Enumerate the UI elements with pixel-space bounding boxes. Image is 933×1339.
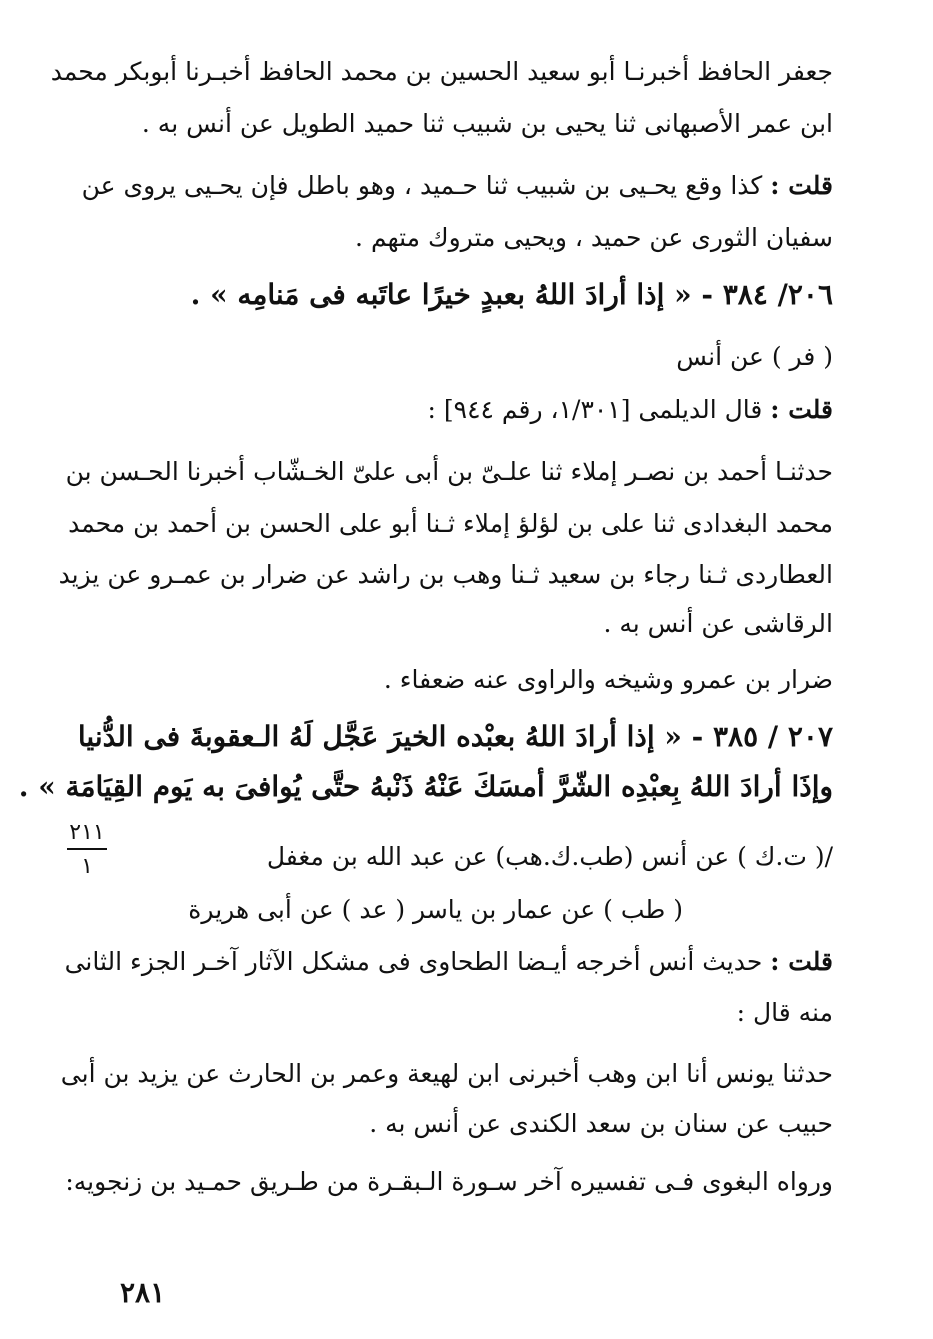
margin-note-bottom: ١ <box>81 854 93 879</box>
hadith-line: ٢٠٧ / ٣٨٥ - « إذا أرادَ اللهُ بعبْده الخيرَ عَجَّل لَهُ الـعقوبةَ فى الدُّنيا <box>77 720 833 753</box>
source-line: ( طب ) عن عمار بن ياسر ( عد ) عن أبى هريرة <box>188 895 683 924</box>
text-line: العطاردى ثـنا رجاء بن سعيد ثـنا وهب بن راشد عن ضرار بن عمـرو عن يزيد <box>58 560 833 589</box>
text-line: سفيان الثورى عن حميد ، ويحيى متروك متهم . <box>355 223 833 252</box>
margin-note-rule <box>67 848 107 850</box>
margin-note-top: ٢١١ <box>69 820 105 845</box>
source-line: /( ت.ك ) عن أنس (طب.ك.هب) عن عبد الله بن مغفل <box>266 842 833 871</box>
qult-label: قلت : <box>770 171 833 200</box>
text-line: منه قال : <box>736 998 833 1027</box>
text-line: ابن عمر الأصبهانى ثنا يحيى بن شبيب ثنا حميد الطويل عن أنس به . <box>141 109 833 138</box>
source-line: ( فر ) عن أنس <box>676 342 833 371</box>
qult-label: قلت : <box>770 947 833 976</box>
page-number: ٢٨١ <box>120 1276 166 1309</box>
text-line: الرقاشى عن أنس به . <box>603 609 833 638</box>
text-line: قلت : حديث أنس أخرجه أيـضا الطحاوى فى مشكل الآثار آخـر الجزء الثانى <box>64 947 833 976</box>
margin-note <box>62 820 112 880</box>
text-line: محمد البغدادى ثنا على بن لؤلؤ إملاء ثـنا أبو على الحسن بن أحمد بن محمد <box>68 509 833 538</box>
hadith-line: ٢٠٦/ ٣٨٤ - « إذا أرادَ اللهُ بعبدٍ خيرًا عاتَبه فى مَنامِه » . <box>190 278 833 311</box>
text-line: حدثنـا أحمد بن نصـر إملاء ثنا علـىّ بن أبى علىّ الخـشّاب أخبرنا الحـسن بن <box>65 457 833 486</box>
text-line: ضرار بن عمرو وشيخه والراوى عنه ضعفاء . <box>383 665 833 694</box>
qult-label: قلت : <box>770 395 833 424</box>
text-line: ورواه البغوى فـى تفسيره آخر سـورة الـبقـرة من طـريق حمـيد بن زنجويه: <box>65 1167 833 1196</box>
text-line: قلت : قال الديلمى [١/٣٠١، رقم ٩٤٤] : <box>427 395 833 424</box>
text-line: قلت : كذا وقع يحـيى بن شبيب ثنا حـميد ، وهو باطل فإن يحـيى يروى عن <box>81 171 833 200</box>
text-line: جعفر الحافظ أخبرنـا أبو سعيد الحسين بن محمد الحافظ أخبـرنا أبوبكر محمد <box>50 57 833 86</box>
hadith-line: وإذَا أرادَ اللهُ بِعبْدِه الشّرَّ أمسَكَ عَنْهُ ذَنْبهُ حتَّى يُوافىَ به يَوم القِيَامَة » . <box>18 770 833 803</box>
text-line: حبيب عن سنان بن سعد الكندى عن أنس به . <box>369 1109 833 1138</box>
text-line: حدثنا يونس أنا ابن وهب أخبرنى ابن لهيعة وعمر بن الحارث عن يزيد بن أبى <box>60 1059 833 1088</box>
